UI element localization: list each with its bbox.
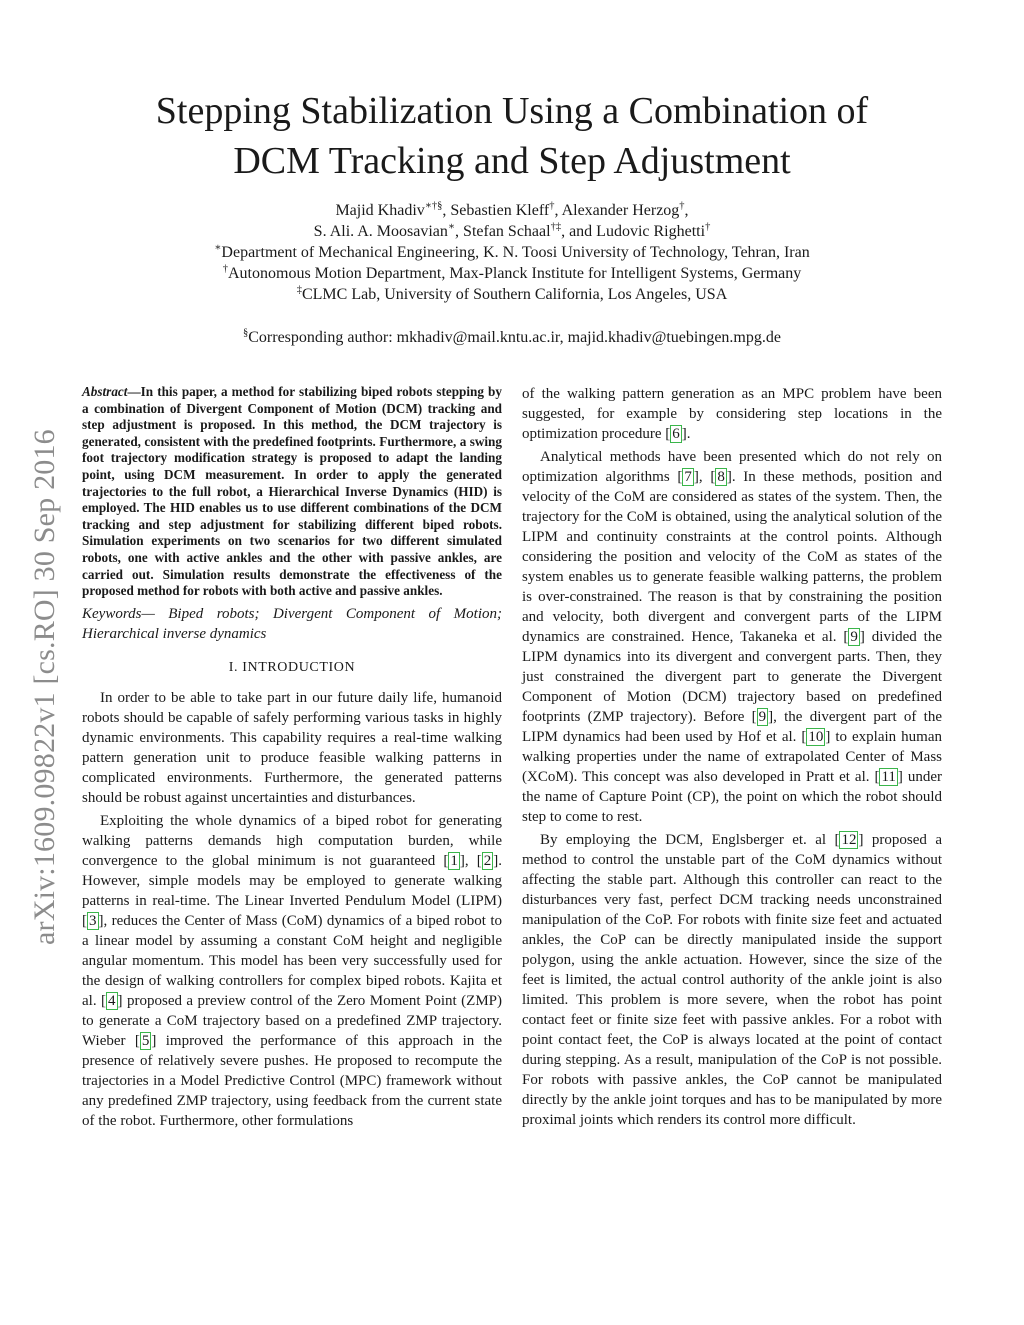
citation-link[interactable]: 10: [808, 729, 824, 745]
citation-link[interactable]: 8: [717, 469, 725, 485]
author-line-2: S. Ali. A. Moosavian∗, Stefan Schaal†‡, and Ludovic Righetti†: [313, 221, 711, 240]
citation-link[interactable]: 5: [141, 1032, 150, 1049]
intro-paragraph-3: of the walking pattern generation as an MPC problem have been suggested, for example by considering step locations in the optimization procedure [ 6 ].: [522, 386, 942, 442]
abstract-label: Abstract: [82, 384, 128, 399]
intro-paragraph-1: In order to be able to take part in our future daily life, humanoid robots should be capable of safely performing various tasks in highly dynamic environments. This capability requires a real-time walking pattern generation unit to produce feasible walking patterns in complicated environments. Furthermore, the generated patterns should be robust against uncertainties and disturbances.: [82, 689, 502, 806]
affiliation-3: ‡CLMC Lab, University of Southern California, Los Angeles, USA: [296, 284, 728, 303]
abstract-text: —In this paper, a method for stabilizing biped robots stepping by a combination of Divergent Component of Motion (DCM) tracking and step adjustment is proposed. In this method, the DCM trajectory is generated, consistent with the predefined footprints. Furthermore, a swing foot trajectory modification strategy is proposed to adapt the landing point, using DCM measurement. In order to apply the generated trajectories to the full robot, a Hierarchical Inverse Dynamics (HID) is employed. The HID enables us to use different combinations of the DCM tracking and step adjustment for stabilizing different biped robots. Simulation experiments on two scenarios for two different simulated robots, one with active ankles and the other with passive ankles, are carried out. Simulation results demonstrate the effectiveness of the proposed method for robots with both active and passive ankles.: [82, 384, 502, 599]
affiliation-1: ∗Department of Mechanical Engineering, K. N. Toosi University of Technology, Tehran, Iran: [214, 242, 810, 261]
author-line-1: Majid Khadiv∗†§, Sebastien Kleff†, Alexander Herzog†,: [335, 200, 689, 219]
affiliation-2: †Autonomous Motion Department, Max-Planck Institute for Intelligent Systems, Germany: [222, 263, 802, 282]
abstract: [82, 384, 502, 600]
left-column: [82, 384, 502, 1131]
citation-link[interactable]: 7: [684, 469, 692, 485]
corresponding-author: §Corresponding author: mkhadiv@mail.kntu.ac.ir, majid.khadiv@tuebingen.mpg.de: [243, 327, 781, 346]
title-line-2: DCM Tracking and Step Adjustment: [233, 140, 791, 182]
citation-link[interactable]: 9: [758, 709, 767, 725]
intro-paragraph-2: Exploiting the whole dynamics of a biped robot for generating walking patterns demands high computation burden, while convergence to the global minimum is not guaranteed [ 1 ], [ 2 ]. However, simple models may be employed to generate walking patterns in real-time. The Linear Inverted Pendulum Model (LIPM) [ 3 ], reduces the Center of Mass (CoM) dynamics of a biped robot to a linear model by assuming a constant CoM height and negligible angular momentum. This model has been very successfully used for the design of walking controllers for complex biped robots. Kajita et al. [ 4 ] proposed a preview control of the Zero Moment Point (ZMP) to generate a CoM trajectory based on a predefined ZMP trajectory. Wieber [ 5 ] improved the performance of this approach in the presence of relatively severe pushes. He proposed to recompute the trajectories in a Model Predictive Control (MPC) framework without any predefined ZMP trajectory, using feedback from the current state of the robot. Furthermore, other formulations: [82, 812, 502, 1129]
intro-paragraph-4: Analytical methods have been presented which do not rely on optimization algorithms [ 7 ], [ 8 ]. In these methods, position and velocity of the CoM are considered as states of the system. Then, the trajectory for the CoM is obtained, using the analytical solution of the LIPM and continuity constraints at the control points. Although considering the position and velocity of the CoM as states of the system enables us to generate feasible walking patterns, the problem is over-constrained. The reason is that by constraining the position and velocity, both divergent and convergent parts of the LIPM dynamics are constrained. Hence, Takaneka et al. [ 9 ] divided the LIPM dynamics into its divergent and convergent parts. Then, they just constrained the divergent part to generate the Divergent Component of Motion (DCM) trajectory based on predefined footprints (ZMP trajectory). Before [ 9 ], the divergent part of the LIPM dynamics had been used by Hof et al. [ 10 ] to explain human walking properties under the name of extrapolated Center of Mass (XCoM). This concept was also developed in Pratt et al. [ 11 ] under the name of Capture Point (CP), the point on which the robot should step to come to rest.: [522, 449, 943, 825]
paper-title: [60, 86, 964, 186]
citation-link[interactable]: 3: [89, 912, 97, 929]
author-block: [60, 200, 964, 305]
citation-link[interactable]: 6: [672, 426, 680, 442]
citation-link[interactable]: 4: [108, 992, 116, 1009]
citation-link[interactable]: 11: [881, 769, 896, 785]
arxiv-identifier: arXiv:1609.09822v1 [cs.RO] 30 Sep 2016: [28, 429, 61, 945]
citation-link[interactable]: 1: [450, 852, 458, 869]
right-column: [522, 384, 942, 1130]
intro-paragraph-5: By employing the DCM, Englsberger et. al [ 12 ] proposed a method to control the unstable part of the CoM dynamics without affecting the stable part. Although this controller can react to the disturbances very fast, perfect DCM tracking needs unconstrained manipulation of the CoP. For robots with finite size feet and actuated ankles, the CoP can be directly manipulated inside the support polygon, using the ankle actuation. However, since the size of the feet is limited, the actual control authority of the ankle joint is also limited. This problem is more severe, when the robot has point contact feet or finite size feet with passive ankles. For a robot with point contact feet, the CoP is always located at the point of contact during stepping. As a result, manipulation of the CoP is not possible. For robots with passive ankles, the CoP cannot be manipulated directly by the ankle joint torques and has to be manipulated by more proximal joints which renders its control more difficult.: [522, 832, 942, 1128]
keywords: Keywords— Biped robots; Divergent Component of Motion; Hierarchical inverse dynamics: [82, 605, 502, 642]
citation-link[interactable]: 2: [483, 852, 492, 869]
citation-link[interactable]: 12: [841, 832, 857, 848]
citation-link[interactable]: 9: [850, 629, 858, 645]
section-heading-introduction: I. INTRODUCTION: [228, 659, 356, 675]
title-line-1: Stepping Stabilization Using a Combination of: [155, 90, 869, 132]
